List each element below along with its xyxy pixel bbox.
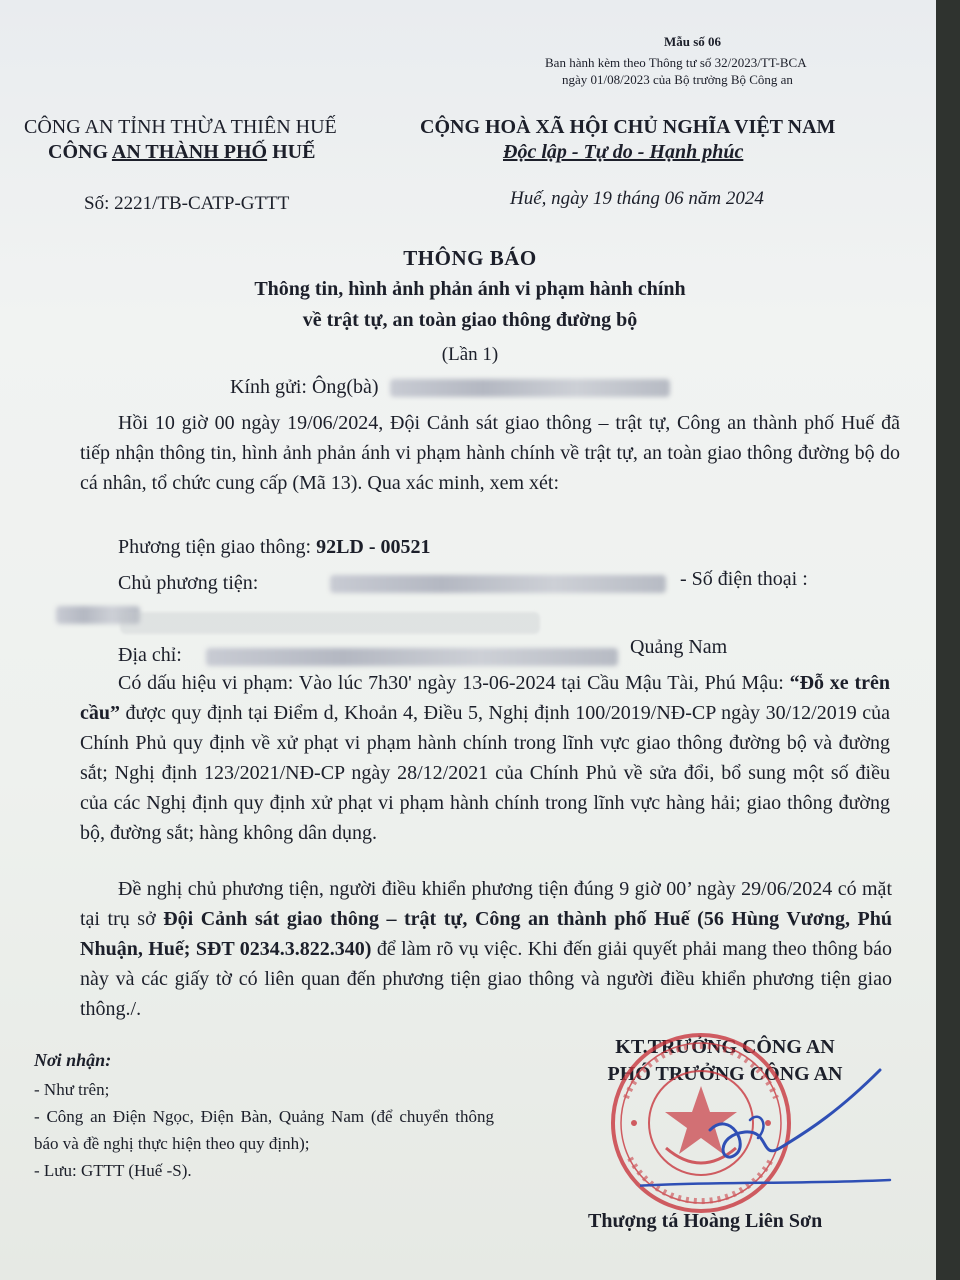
agency-unit: CÔNG AN THÀNH PHỐ HUẾ bbox=[48, 141, 316, 163]
address-label: Địa chỉ: bbox=[118, 644, 182, 666]
redacted-name bbox=[390, 379, 670, 397]
owner-phone-label: - Số điện thoại : bbox=[680, 568, 808, 590]
vehicle-plate: 92LD - 00521 bbox=[316, 536, 431, 558]
recipient-item: - Lưu: GTTT (Huế -S). bbox=[34, 1161, 192, 1180]
handwritten-signature-icon bbox=[640, 1050, 900, 1200]
page-edge-shadow bbox=[936, 0, 960, 1280]
paragraph-request: Đề nghị chủ phương tiện, người điều khiển phương tiện đúng 9 giờ 00’ ngày 29/06/2024 có mặt tại trụ sở Đội Cảnh sát giao thông – trật tự, Công an thành phố Huế (56 Hùng Vương, Phú Nhuận, Huế; SĐT 0234.3.822.340) để làm rõ vụ việc. Khi đến giải quyết phải mang theo thông báo này và các giấy tờ có liên quan đến phương tiện giao thông và người điều khiển phương tiện giao thông./. bbox=[80, 878, 893, 1020]
recipients-list bbox=[34, 1076, 494, 1184]
signer-role-1: KT.TRƯỞNG CÔNG AN bbox=[615, 1036, 835, 1058]
address-province: Quảng Nam bbox=[630, 636, 728, 658]
redacted-owner-name bbox=[330, 575, 666, 593]
violation-act: “Đỗ xe trên cầu” bbox=[80, 672, 891, 724]
redacted-address bbox=[206, 648, 618, 666]
salutation-label: Kính gửi: Ông(bà) bbox=[230, 376, 379, 398]
recipient-item: - Công an Điện Ngọc, Điện Bàn, Quảng Nam (để chuyển thông báo và đề nghị thực hiện theo quy định); bbox=[34, 1107, 494, 1153]
form-number: Mẫu số 06 bbox=[664, 34, 722, 49]
signer-name: Thượng tá Hoàng Liên Sơn bbox=[588, 1210, 823, 1232]
paragraph-violation: Có dấu hiệu vi phạm: Vào lúc 7h30' ngày 13-06-2024 tại Cầu Mậu Tài, Phú Mậu: “Đỗ xe trên cầu” được quy định tại Điểm d, Khoản 4, Điều 5, Nghị định 100/2019/NĐ-CP ngày 30/12/2019 của Chính Phủ quy định về xử phạt vi phạm hành chính trong lĩnh vực giao thông đường bộ và đường sắt; Nghị định 123/2021/NĐ-CP ngày 28/12/2021 của Chính Phủ về sửa đổi, bổ sung một số điều của các Nghị định quy định xử phạt vi phạm hành chính trong lĩnh vực hàng hải; giao thông đường bộ, đường sắt; hàng không dân dụng. bbox=[80, 672, 891, 844]
vehicle-label: Phương tiện giao thông: bbox=[118, 536, 317, 558]
form-issued-with: Ban hành kèm theo Thông tư số 32/2023/TT-BCA bbox=[545, 55, 807, 70]
recipient-item: - Như trên; bbox=[34, 1080, 110, 1099]
vehicle-line bbox=[118, 532, 431, 562]
form-issued-date: ngày 01/08/2023 của Bộ trưởng Bộ Công an bbox=[562, 72, 793, 87]
attempt-number: (Lần 1) bbox=[441, 344, 499, 365]
owner-label: Chủ phương tiện: bbox=[118, 572, 259, 594]
document-subtitle-2: về trật tự, an toàn giao thông đường bộ bbox=[302, 309, 638, 331]
bleed-through-text bbox=[120, 612, 540, 634]
nation-name: CỘNG HOÀ XÃ HỘI CHỦ NGHĨA VIỆT NAM bbox=[420, 116, 836, 138]
request-location: Đội Cảnh sát giao thông – trật tự, Công an thành phố Huế (56 Hùng Vương, Phú Nhuận, Huế; SĐT 0234.3.822.340) bbox=[80, 908, 892, 960]
agency-parent: CÔNG AN TỈNH THỪA THIÊN HUẾ bbox=[24, 116, 337, 138]
recipients-title: Nơi nhận: bbox=[34, 1050, 112, 1070]
paragraph-intro: Hồi 10 giờ 00 ngày 19/06/2024, Đội Cảnh sát giao thông – trật tự, Công an thành phố Huế đã tiếp nhận thông tin, hình ảnh phản ánh vi phạm hành chính về trật tự, an toàn giao thông đường bộ do cá nhân, tổ chức cung cấp (Mã 13). Qua xác minh, xem xét: bbox=[80, 412, 900, 494]
salutation bbox=[230, 372, 670, 402]
document-title: THÔNG BÁO bbox=[403, 246, 537, 270]
place-date: Huế, ngày 19 tháng 06 năm 2024 bbox=[510, 188, 764, 209]
nation-motto: Độc lập - Tự do - Hạnh phúc bbox=[503, 141, 744, 163]
document-number: Số: 2221/TB-CATP-GTTT bbox=[84, 193, 290, 214]
document-subtitle-1: Thông tin, hình ảnh phản ánh vi phạm hành chính bbox=[254, 278, 686, 300]
signer-role-2: PHÓ TRƯỞNG CÔNG AN bbox=[607, 1063, 843, 1085]
